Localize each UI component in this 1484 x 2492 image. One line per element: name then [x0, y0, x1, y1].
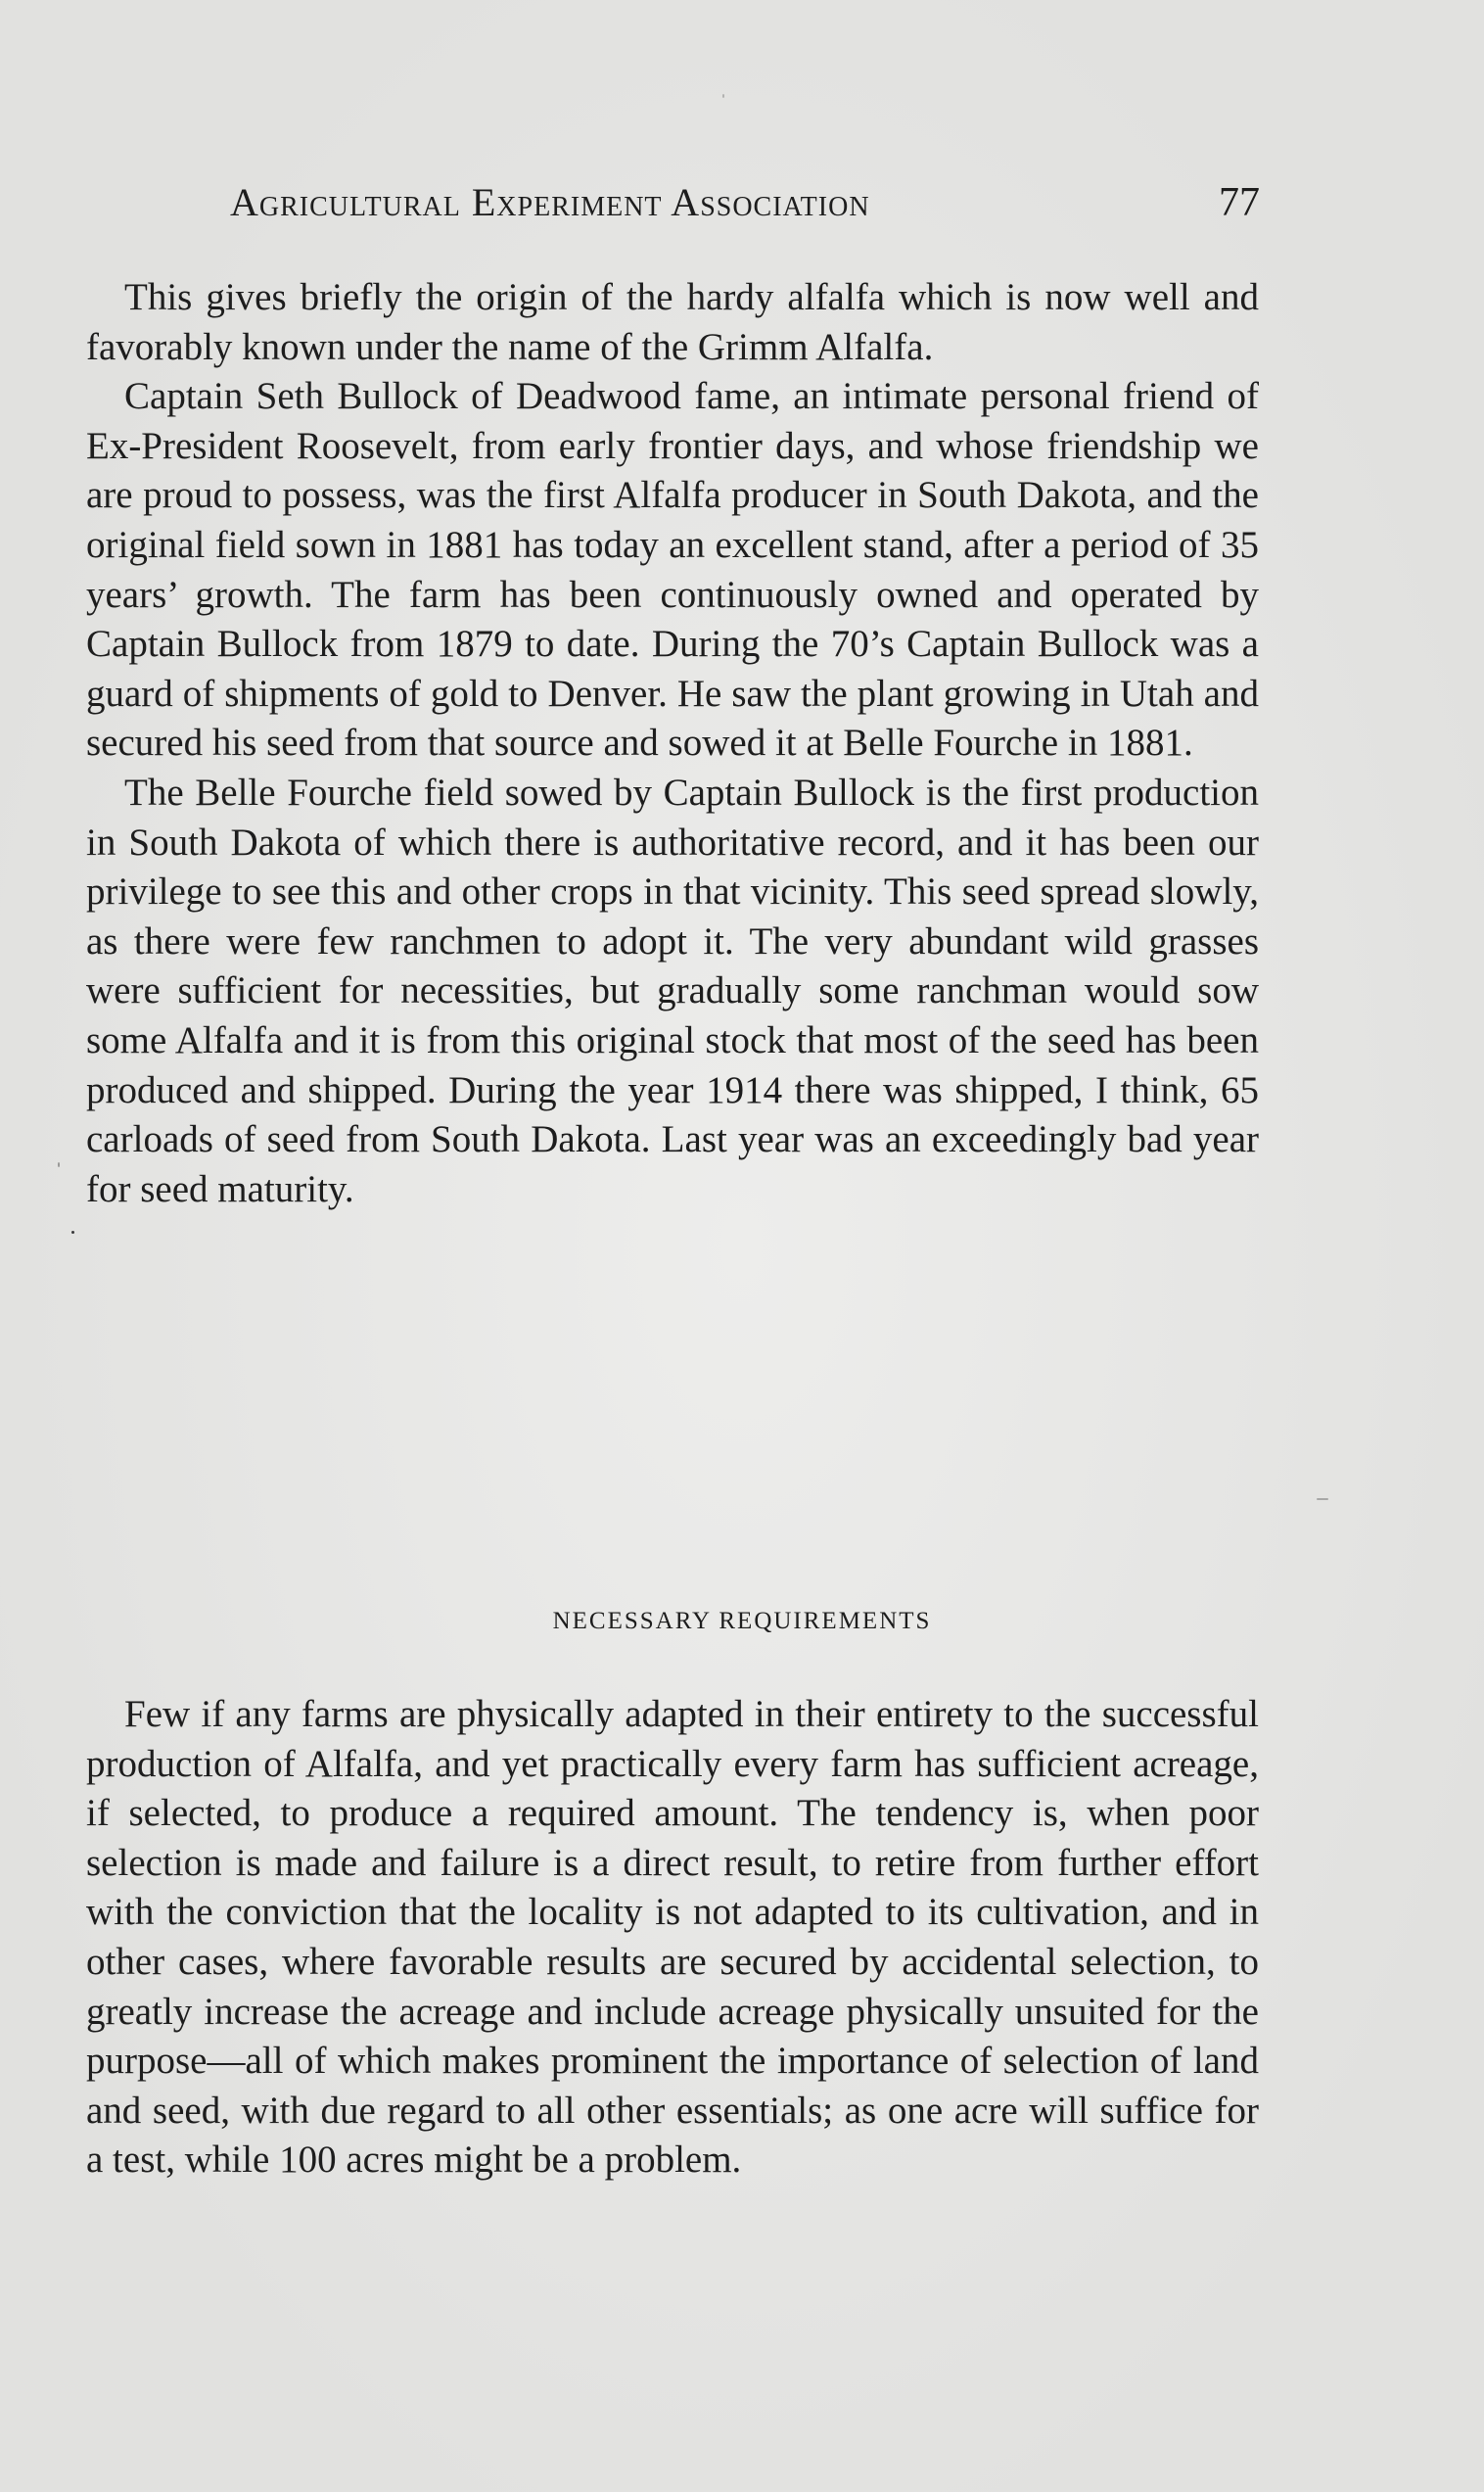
print-speck	[71, 1231, 74, 1234]
print-speck	[722, 94, 724, 98]
body-text-section-1	[86, 273, 1259, 1214]
paragraph-belle-fourche-field: The Belle Fourche field sowed by Captain Bullock is the first production in South Dakota of which there is authoritative record, and it has been our privilege to see this and other crops in that vicinity. This seed spread slowly, as there were few ranchmen to adopt it. The very abundant wild grasses were sufficient for necessities, but gradually some ranchman would sow some Alfalfa and it is from this original stock that most of the seed has been produced and shipped. During the year 1914 there was shipped, I think, 65 carloads of seed from South Dakota. Last year was an exceedingly bad year for seed maturity.	[86, 771, 1259, 1210]
print-speck	[58, 1162, 60, 1167]
paragraph-grimm-origin: This gives briefly the origin of the hardy alfalfa which is now well and favorably known under the name of the Grimm Alfalfa.	[86, 276, 1259, 368]
paragraph-captain-bullock: Captain Seth Bullock of Deadwood fame, an intimate personal friend of Ex-President Roosevelt, from early frontier days, and whose friendship we are proud to possess, was the first Alfalfa producer in South Dakota, and the original field sown in 1881 has today an excellent stand, after a period of 35 years’ growth. The farm has been continuously owned and operated by Captain Bullock from 1879 to date. During the 70’s Captain Bullock was a guard of shipments of gold to Denver. He saw the plant growing in Utah and secured his seed from that source and sowed it at Belle Fourche in 1881.	[86, 375, 1259, 765]
running-head	[230, 179, 1260, 238]
section-heading-necessary-requirements: NECESSARY REQUIREMENTS	[552, 1608, 932, 1634]
running-title: Agricultural Experiment Association	[230, 180, 870, 224]
page-number: 77	[1219, 180, 1260, 225]
print-speck	[1317, 1498, 1328, 1500]
body-text-section-2	[86, 1690, 1259, 2186]
paragraph-farm-selection: Few if any farms are physically adapted in their entirety to the successful production of Alfalfa, and yet practically every farm has sufficient acreage, if selected, to produce a required amount. The tendency is, when poor selection is made and failure is a direct result, to retire from further effort with the conviction that the locality is not adapted to its cultivation, and in other cases, where favorable results are secured by accidental selection, to greatly increase the acreage and include acreage physically unsuited for the purpose—all of which makes prominent the importance of selection of land and seed, with due regard to all other essentials; as one acre will suffice for a test, while 100 acres might be a problem.	[86, 1693, 1259, 2182]
